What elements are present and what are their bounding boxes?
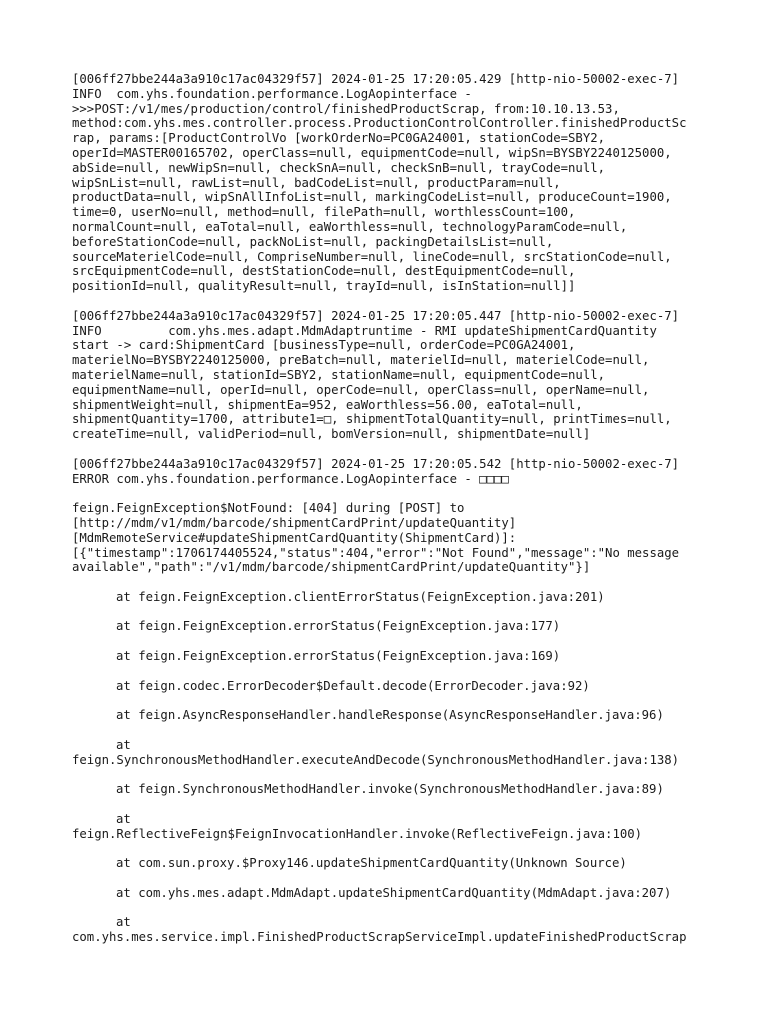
- log-document: [72, 72, 712, 960]
- stack-trace-at: at: [116, 737, 131, 752]
- stack-trace-line: at feign.codec.ErrorDecoder$Default.decode(ErrorDecoder.java:92): [116, 678, 590, 693]
- log-entry-error: [006ff27bbe244a3a910c17ac04329f57] 2024-01-25 17:20:05.542 [http-nio-50002-exec-7] ERROR com.yhs.foundation.performance.LogAopinterface - □□□□: [72, 456, 680, 486]
- stack-trace-frame: com.yhs.mes.service.impl.FinishedProductScrapServiceImpl.updateFinishedProductScrap: [72, 930, 687, 945]
- stack-trace-line: at feign.FeignException.errorStatus(FeignException.java:177): [116, 619, 561, 634]
- exception-message: feign.FeignException$NotFound: [404] during [POST] to [http://mdm/v1/mdm/barcode/shipmentCardPrint/updateQuantity] [MdmRemoteService#updateShipmentCardQuantity(ShipmentCard)]: [{"timestamp":1706174405524,"status":404,"error":"Not Found","message":"No message available","path":"/v1/mdm/barcode/shipmentCardPrint/updateQuantity"}]: [72, 501, 680, 575]
- stack-trace-line-wrapped: [72, 812, 712, 842]
- stack-trace-line: at com.yhs.mes.adapt.MdmAdapt.updateShipmentCardQuantity(MdmAdapt.java:207): [116, 885, 672, 900]
- stack-trace-at: at: [116, 915, 131, 930]
- stack-trace-line: at feign.AsyncResponseHandler.handleResponse(AsyncResponseHandler.java:96): [116, 708, 664, 723]
- stack-trace-frame: feign.SynchronousMethodHandler.executeAndDecode(SynchronousMethodHandler.java:138): [72, 752, 680, 767]
- log-entry-info-rmi: [006ff27bbe244a3a910c17ac04329f57] 2024-01-25 17:20:05.447 [http-nio-50002-exec-7] INFO com.yhs.mes.adapt.MdmAdaptruntime - RMI updateShipmentCardQuantity start -> card:ShipmentCard [businessType=null, orderCode=PC0GA24001, materielNo=BYSBY2240125000, preBatch=null, materielId=null, materielCode=null, materielName=null, stationId=SBY2, stationName=null, equipmentCode=null, equipmentName=null, operId=null, operCode=null, operClass=null, operName=null, shipmentWeight=null, shipmentEa=952, eaWorthless=56.00, eaTotal=null, shipmentQuantity=1700, attribute1=□, shipmentTotalQuantity=null, printTimes=null, createTime=null, validPeriod=null, bomVersion=null, shipmentDate=null]: [72, 308, 680, 442]
- stack-trace-at: at: [116, 811, 131, 826]
- stack-trace-line: at feign.FeignException.clientErrorStatus(FeignException.java:201): [116, 589, 605, 604]
- stack-trace-line-wrapped: [72, 915, 712, 945]
- log-entry-info-request: [006ff27bbe244a3a910c17ac04329f57] 2024-01-25 17:20:05.429 [http-nio-50002-exec-7] INFO com.yhs.foundation.performance.LogAopinterface - >>>POST:/v1/mes/production/control/finishedProductScrap, from:10.10.13.53, method:com.yhs.mes.controller.process.ProductionControlController.finishedProductSc rap, params:[ProductControlVo [workOrderNo=PC0GA24001, stationCode=SBY2, operId=MASTER00165702, operClass=null, equipmentCode=null, wipSn=BYSBY2240125000, abSide=null, newWipSn=null, checkSnA=null, checkSnB=null, trayCode=null, wipSnList=null, rawList=null, badCodeList=null, productParam=null, productData=null, wipSnAllInfoList=null, markingCodeList=null, produceCount=1900, time=0, userNo=null, method=null, filePath=null, worthlessCount=100, normalCount=null, eaTotal=null, eaWorthless=null, technologyParamCode=null, beforeStationCode=null, packNoList=null, packingDetailsList=null, sourceMaterielCode=null, CompriseNumber=null, lineCode=null, srcStationCode=null, srcEquipmentCode=null, destStationCode=null, destEquipmentCode=null, positionId=null, qualityResult=null, trayId=null, isInStation=null]]: [72, 72, 687, 294]
- stack-trace-line: at feign.FeignException.errorStatus(FeignException.java:169): [116, 649, 561, 664]
- stack-trace-line: at com.sun.proxy.$Proxy146.updateShipmentCardQuantity(Unknown Source): [116, 856, 627, 871]
- stack-trace-line: at feign.SynchronousMethodHandler.invoke(SynchronousMethodHandler.java:89): [116, 782, 664, 797]
- stack-trace-frame: feign.ReflectiveFeign$FeignInvocationHandler.invoke(ReflectiveFeign.java:100): [72, 826, 643, 841]
- stack-trace-line-wrapped: [72, 738, 712, 768]
